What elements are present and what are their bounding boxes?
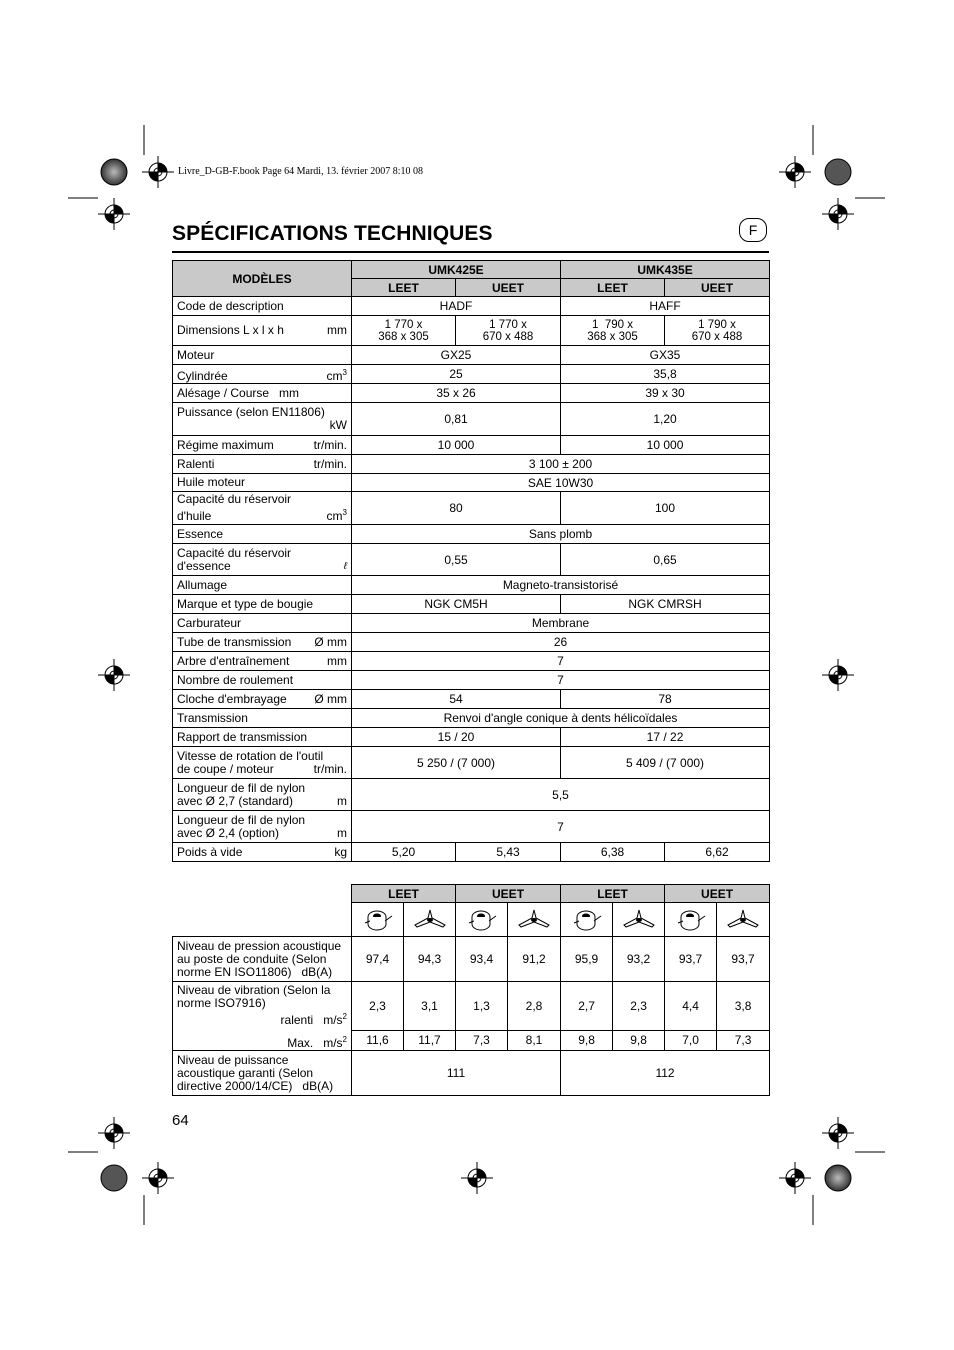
- cell-value: 3 100 ± 200: [352, 455, 770, 474]
- cell-value: 10 000: [352, 436, 561, 455]
- row-label: [173, 455, 352, 474]
- unit-text: kW: [329, 418, 347, 432]
- cell-value: 5,20: [352, 843, 456, 862]
- cell-value: 11,7: [404, 1030, 456, 1050]
- cell-value: SAE 10W30: [352, 474, 770, 492]
- cell-value: 93,7: [665, 937, 717, 982]
- cell-value: 8,1: [508, 1030, 561, 1050]
- cell-value: 35,8: [561, 365, 770, 384]
- cell-value: 10 000: [561, 436, 770, 455]
- cell-value: GX35: [561, 346, 770, 365]
- max-label: [177, 1033, 347, 1050]
- cell-value: 5,5: [352, 779, 770, 811]
- dim-line: 1 790 x: [592, 318, 633, 331]
- label-text: Vitesse de rotation de l'outil: [177, 748, 324, 763]
- row-label: Essence: [173, 525, 352, 544]
- unit-text: kg: [334, 844, 347, 859]
- label-text: Longueur de fil de nylon: [177, 780, 306, 795]
- cell-value: 94,3: [404, 937, 456, 982]
- type-header: LEET: [561, 885, 665, 903]
- label-text: Arbre d'entraînement: [177, 653, 290, 668]
- unit-text: [327, 506, 347, 523]
- cell-value: 9,8: [561, 1030, 613, 1050]
- type-header: LEET: [352, 279, 456, 297]
- label-text: Régime maximum: [177, 437, 274, 452]
- cell-value: GX25: [352, 346, 561, 365]
- unit-sup: 3: [342, 367, 347, 377]
- label-text: Puissance (selon EN11806): [177, 405, 325, 419]
- row-label: [173, 843, 352, 862]
- row-label: [173, 436, 352, 455]
- label-text: au poste de conduite (Selon: [177, 951, 327, 966]
- cell-value: 25: [352, 365, 561, 384]
- cell-value: 39 x 30: [561, 384, 770, 403]
- cell-value: 6,38: [561, 843, 665, 862]
- row-label: [173, 652, 352, 671]
- row-label: [173, 779, 352, 811]
- label-text: Dimensions L x l x h: [177, 323, 284, 337]
- nylon-head-icon: [561, 903, 613, 937]
- model-b-header: UMK435E: [561, 261, 770, 279]
- unit-text: [327, 366, 347, 383]
- unit-sup: 3: [342, 508, 347, 517]
- unit-base: cm: [326, 509, 343, 523]
- cell-value: NGK CMRSH: [561, 595, 770, 614]
- cell-value: 95,9: [561, 937, 613, 982]
- cell-value: 100: [561, 492, 770, 525]
- row-label: [173, 403, 352, 436]
- row-label: [173, 937, 352, 982]
- cell-value: 111: [352, 1051, 561, 1096]
- label-text: Capacité du réservoir: [177, 492, 292, 506]
- unit-sup: 2: [342, 1035, 347, 1044]
- cell-value: 5 250 / (7 000): [352, 747, 561, 779]
- label-text: d'essence: [177, 558, 231, 573]
- cell-value: [352, 316, 456, 346]
- label-text: norme EN ISO11806) dB(A): [177, 964, 333, 979]
- unit-text: mm: [327, 323, 347, 337]
- nylon-head-icon: [352, 903, 404, 937]
- cell-value: 2,8: [508, 982, 561, 1031]
- cell-value: 93,4: [456, 937, 508, 982]
- row-label: Code de description: [173, 297, 352, 316]
- blade-icon: [404, 903, 456, 937]
- cell-value: Magneto-transistorisé: [352, 576, 770, 595]
- cell-value: 80: [352, 492, 561, 525]
- cell-value: 2,3: [352, 982, 404, 1031]
- cell-value: 1,20: [561, 403, 770, 436]
- cell-value: Sans plomb: [352, 525, 770, 544]
- label-text: Cloche d'embrayage: [177, 691, 287, 706]
- row-label: [173, 982, 352, 1051]
- cell-value: 7,3: [717, 1030, 770, 1050]
- blade-icon: [613, 903, 665, 937]
- cell-value: 2,3: [613, 982, 665, 1031]
- type-header: UEET: [456, 885, 561, 903]
- row-label: Transmission: [173, 709, 352, 728]
- label-text: avec Ø 2,7 (standard): [177, 793, 294, 808]
- cell-value: 54: [352, 690, 561, 709]
- cell-value: Renvoi d'angle conique à dents hélicoïdales: [352, 709, 770, 728]
- models-header: MODÈLES: [173, 261, 352, 297]
- label-text: acoustique garanti (Selon: [177, 1065, 314, 1080]
- dim-line: 1 790 x: [698, 318, 736, 331]
- row-label: Moteur: [173, 346, 352, 365]
- cell-value: 7,0: [665, 1030, 717, 1050]
- cell-value: [665, 316, 770, 346]
- cell-value: HAFF: [561, 297, 770, 316]
- label-text: norme ISO7916): [177, 996, 266, 1010]
- row-label: Huile moteur: [173, 474, 352, 492]
- ralenti-label: [177, 1010, 347, 1027]
- blank-corner: [173, 885, 352, 937]
- cell-value: 2,7: [561, 982, 613, 1031]
- dim-line: 368 x 305: [378, 330, 429, 343]
- label-text: Longueur de fil de nylon: [177, 812, 306, 827]
- cell-value: 9,8: [613, 1030, 665, 1050]
- unit-text: m: [337, 825, 347, 840]
- page-title: SPÉCIFICATIONS TECHNIQUES: [172, 222, 493, 245]
- row-label: Carburateur: [173, 614, 352, 633]
- unit-text: mm: [327, 653, 347, 668]
- dim-line: 1 770 x: [489, 318, 527, 331]
- cell-value: NGK CM5H: [352, 595, 561, 614]
- cell-value: 17 / 22: [561, 728, 770, 747]
- row-label: Alésage / Course mm: [173, 384, 352, 403]
- cell-value: 35 x 26: [352, 384, 561, 403]
- label-text: Niveau de pression acoustique: [177, 938, 342, 953]
- cell-value: 3,8: [717, 982, 770, 1031]
- title-rule: [172, 251, 769, 253]
- label-text: avec Ø 2,4 (option): [177, 825, 280, 840]
- type-header: UEET: [665, 279, 770, 297]
- cell-value: 0,55: [352, 544, 561, 576]
- cell-value: 4,4: [665, 982, 717, 1031]
- row-label: [173, 747, 352, 779]
- label-text: Capacité du réservoir: [177, 545, 292, 560]
- label-text: Tube de transmission: [177, 634, 292, 649]
- unit-text: tr/min.: [313, 456, 347, 471]
- cell-value: 112: [561, 1051, 770, 1096]
- label-text: Max. m/s: [287, 1036, 343, 1050]
- cell-value: 78: [561, 690, 770, 709]
- dim-line: 670 x 488: [482, 330, 534, 343]
- cell-value: 93,2: [613, 937, 665, 982]
- type-header: LEET: [352, 885, 456, 903]
- unit-text: ℓ: [343, 560, 347, 572]
- unit-text: tr/min.: [313, 437, 347, 452]
- label-text: Poids à vide: [177, 844, 243, 859]
- model-a-header: UMK425E: [352, 261, 561, 279]
- nylon-head-icon: [665, 903, 717, 937]
- unit-base: cm: [326, 368, 343, 383]
- dim-line: 670 x 488: [691, 330, 743, 343]
- label-text: ralenti m/s: [280, 1013, 343, 1027]
- row-label: [173, 690, 352, 709]
- cell-value: 15 / 20: [352, 728, 561, 747]
- page-number: 64: [172, 1112, 189, 1129]
- row-label: Marque et type de bougie: [173, 595, 352, 614]
- cell-value: 91,2: [508, 937, 561, 982]
- blade-icon: [508, 903, 561, 937]
- cell-value: 1,3: [456, 982, 508, 1031]
- blade-icon: [717, 903, 770, 937]
- cell-value: 7: [352, 652, 770, 671]
- row-label: [173, 633, 352, 652]
- file-header: Livre_D-GB-F.book Page 64 Mardi, 13. février 2007 8:10 08: [178, 166, 423, 177]
- cell-value: 11,6: [352, 1030, 404, 1050]
- cell-value: 3,1: [404, 982, 456, 1031]
- cell-value: 97,4: [352, 937, 404, 982]
- row-label: Nombre de roulement: [173, 671, 352, 690]
- cell-value: 93,7: [717, 937, 770, 982]
- row-label: Rapport de transmission: [173, 728, 352, 747]
- cell-value: 7: [352, 671, 770, 690]
- cell-value: 7,3: [456, 1030, 508, 1050]
- spec-table: [172, 260, 770, 862]
- cell-value: [561, 316, 665, 346]
- cell-value: 7: [352, 811, 770, 843]
- unit-text: Ø mm: [314, 691, 347, 706]
- type-header: UEET: [456, 279, 561, 297]
- cell-value: 0,65: [561, 544, 770, 576]
- dim-line: 1 770 x: [384, 318, 423, 331]
- cell-value: 0,81: [352, 403, 561, 436]
- unit-text: tr/min.: [313, 761, 347, 776]
- label-text: Niveau de vibration (Selon la: [177, 983, 331, 997]
- label-text: d'huile: [177, 509, 212, 523]
- label-text: Niveau de puissance: [177, 1052, 289, 1067]
- cell-value: 26: [352, 633, 770, 652]
- dim-line: 368 x 305: [587, 330, 638, 343]
- type-header: UEET: [665, 885, 770, 903]
- row-label: [173, 492, 352, 525]
- cell-value: [456, 316, 561, 346]
- unit-text: m: [337, 793, 347, 808]
- type-header: LEET: [561, 279, 665, 297]
- cell-value: 5 409 / (7 000): [561, 747, 770, 779]
- row-label: Allumage: [173, 576, 352, 595]
- cell-value: HADF: [352, 297, 561, 316]
- unit-sup: 2: [342, 1012, 347, 1021]
- row-label: [173, 365, 352, 384]
- cell-value: 6,62: [665, 843, 770, 862]
- noise-table: [172, 884, 770, 1096]
- label-text: Ralenti: [177, 456, 215, 471]
- label-text: de coupe / moteur: [177, 761, 274, 776]
- row-label: [173, 316, 352, 346]
- language-tab: F: [739, 218, 767, 242]
- label-text: Cylindrée: [177, 368, 228, 383]
- cell-value: 5,43: [456, 843, 561, 862]
- unit-text: Ø mm: [314, 634, 347, 649]
- label-text: directive 2000/14/CE) dB(A): [177, 1078, 334, 1093]
- row-label: [173, 811, 352, 843]
- row-label: [173, 1051, 352, 1096]
- nylon-head-icon: [456, 903, 508, 937]
- row-label: [173, 544, 352, 576]
- cell-value: Membrane: [352, 614, 770, 633]
